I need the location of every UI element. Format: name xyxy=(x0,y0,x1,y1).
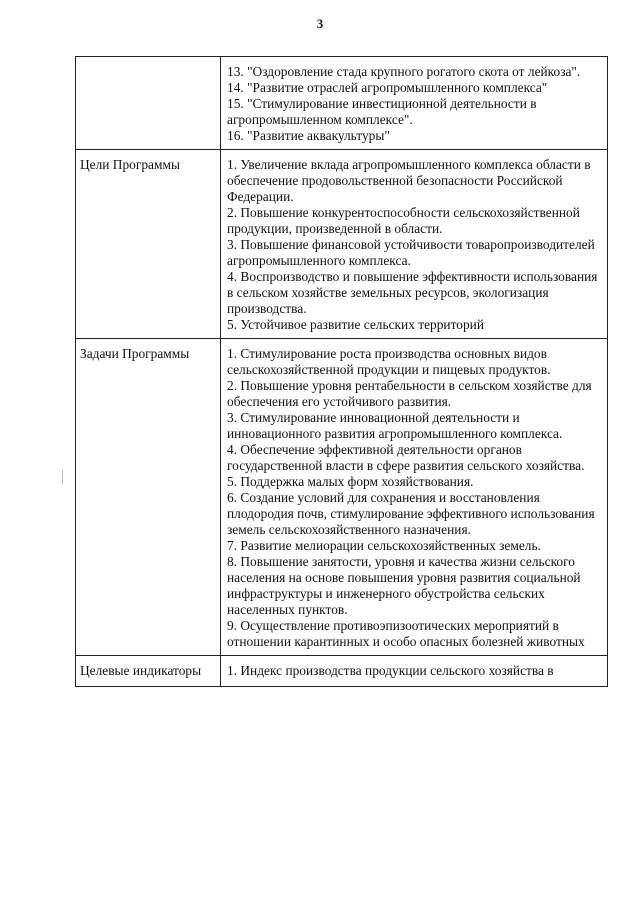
list-item: 6. Создание условий для сохранения и восстановления плодородия почв, стимулирование эффективного использования земель сельскохозяйственного назначения. xyxy=(227,490,595,537)
list-item: 1. Индекс производства продукции сельского хозяйства в xyxy=(227,663,554,678)
page-number: 3 xyxy=(316,16,324,31)
list-item: 8. Повышение занятости, уровня и качества жизни сельского населения на основе повышения уровня развития социальной инфраструктуры и инженерного обустройства сельских населенных пунктов. xyxy=(227,554,581,617)
table-row-indicators xyxy=(76,656,608,687)
program-passport-table xyxy=(75,56,608,687)
row-label xyxy=(76,57,221,150)
list-item: 15. "Стимулирование инвестиционной деятельности в агропромышленном комплексе". xyxy=(227,96,537,127)
table-row-goals xyxy=(76,150,608,339)
list-item: 4. Обеспечение эффективной деятельности органов государственной власти в сфере развития сельского хозяйства. xyxy=(227,442,585,473)
list-item: 4. Воспроизводство и повышение эффективности использования в сельском хозяйстве земельных ресурсов, экологизация производства. xyxy=(227,269,598,316)
list-item: 16. "Развитие аквакультуры" xyxy=(227,128,390,143)
list-item: 1. Стимулирование роста производства основных видов сельскохозяйственной продукции и пищевых продуктов. xyxy=(227,346,551,377)
table-row-tasks xyxy=(76,339,608,656)
row-content xyxy=(221,57,608,150)
list-item: 1. Увеличение вклада агропромышленного комплекса области в обеспечение продовольственной безопасности Российской Федерации. xyxy=(227,157,591,204)
list-item: 5. Поддержка малых форм хозяйствования. xyxy=(227,474,474,489)
list-item: 13. "Оздоровление стада крупного рогатого скота от лейкоза". xyxy=(227,64,581,79)
row-content xyxy=(221,339,608,656)
list-item: 2. Повышение конкурентоспособности сельскохозяйственной продукции, произведенной в области. xyxy=(227,205,580,236)
row-label: Задачи Программы xyxy=(76,339,221,656)
row-label: Целевые индикаторы xyxy=(76,656,221,687)
list-item: 3. Стимулирование инновационной деятельности и инновационного развития агропромышленного комплекса. xyxy=(227,410,563,441)
list-item: 9. Осуществление противоэпизоотических мероприятий в отношении карантинных и особо опасных болезней животных xyxy=(227,618,585,649)
row-label: Цели Программы xyxy=(76,150,221,339)
list-item: 3. Повышение финансовой устойчивости товаропроизводителей агропромышленного комплекса. xyxy=(227,237,595,268)
list-item: 14. "Развитие отраслей агропромышленного комплекса" xyxy=(227,80,548,95)
margin-mark xyxy=(62,470,63,484)
table-row-subprograms xyxy=(76,57,608,150)
row-content xyxy=(221,150,608,339)
row-content xyxy=(221,656,608,687)
list-item: 5. Устойчивое развитие сельских территорий xyxy=(227,317,484,332)
list-item: 7. Развитие мелиорации сельскохозяйственных земель. xyxy=(227,538,541,553)
list-item: 2. Повышение уровня рентабельности в сельском хозяйстве для обеспечения его устойчивого развития. xyxy=(227,378,592,409)
